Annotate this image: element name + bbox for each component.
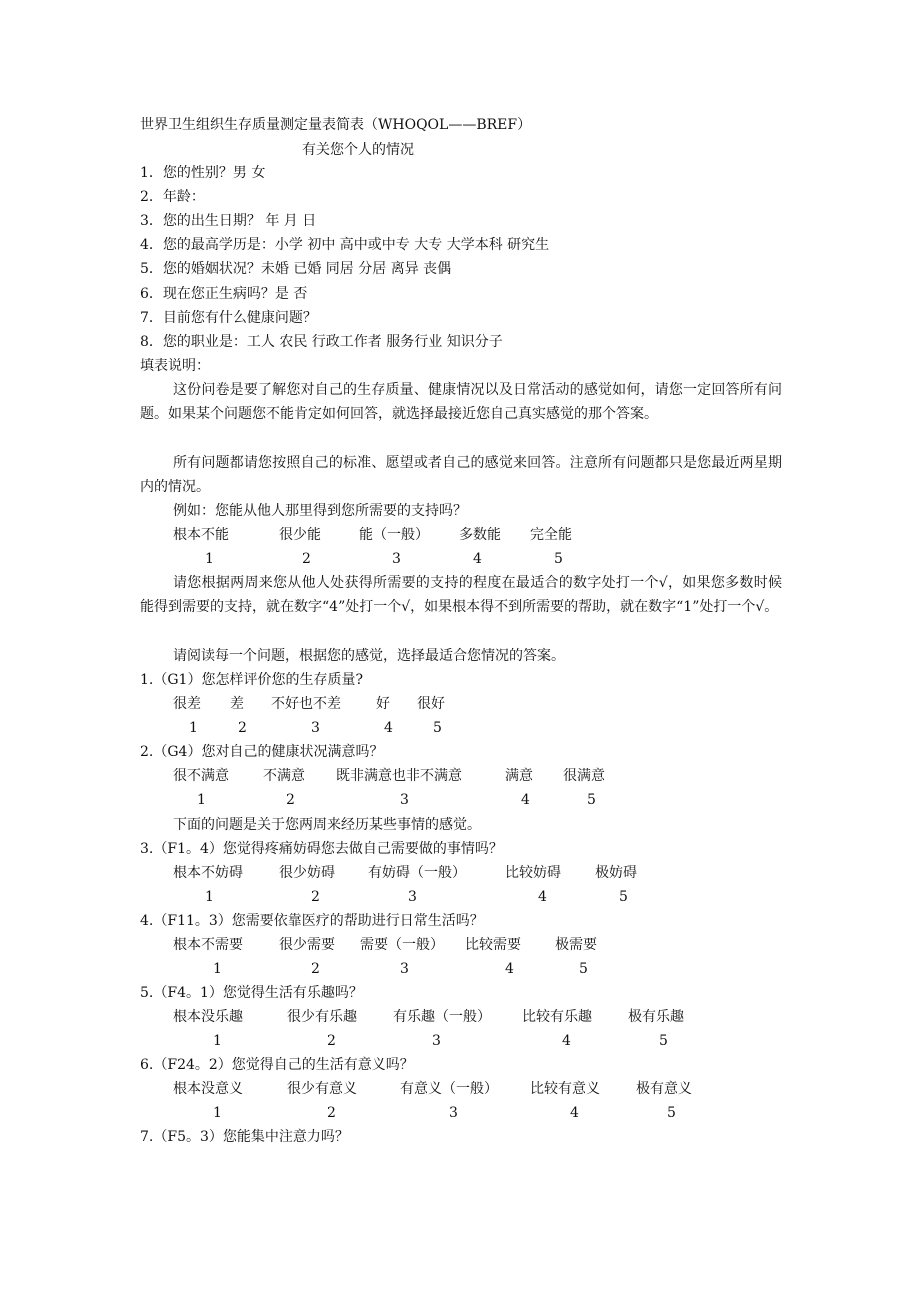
personal-item: 4．您的最高学历是：小学 初中 高中或中专 大专 大学本科 研究生 — [140, 237, 550, 253]
rating-number[interactable]: 3 — [408, 889, 417, 905]
section-subtitle: 有关您个人的情况 — [302, 142, 414, 158]
rating-number: 1 — [205, 551, 214, 567]
question-text: 1.（G1）您怎样评价您的生存质量? — [140, 672, 363, 688]
option-label: 极妨碍 — [595, 865, 637, 881]
option-label: 极有乐趣 — [628, 1009, 684, 1025]
option-label: 好 — [376, 696, 390, 712]
option-label: 比较有乐趣 — [522, 1009, 592, 1025]
option-label: 很少能 — [279, 527, 321, 543]
option-label: 根本不妨碍 — [173, 865, 243, 881]
rating-number[interactable]: 3 — [400, 792, 409, 808]
rating-number[interactable]: 4 — [521, 792, 530, 808]
rating-number[interactable]: 5 — [659, 1033, 668, 1049]
rating-number[interactable]: 4 — [538, 889, 547, 905]
rating-number[interactable]: 1 — [213, 961, 222, 977]
option-label: 多数能 — [459, 527, 501, 543]
rating-number[interactable]: 5 — [579, 961, 588, 977]
personal-item: 3．您的出生日期？ 年 月 日 — [140, 213, 317, 229]
read-note: 请阅读每一个问题，根据您的感觉，选择最适合您情况的答案。 — [173, 648, 565, 664]
rating-number[interactable]: 5 — [667, 1105, 676, 1121]
rating-number[interactable]: 2 — [311, 889, 320, 905]
question-text: 3.（F1。4）您觉得疼痛妨碍您去做自己需要做的事情吗？ — [140, 841, 503, 857]
option-label: 极需要 — [555, 937, 597, 953]
rating-number[interactable]: 5 — [619, 889, 628, 905]
rating-number[interactable]: 2 — [327, 1033, 336, 1049]
option-label: 需要（一般） — [360, 937, 444, 953]
option-label: 有乐趣（一般） — [393, 1009, 491, 1025]
rating-number[interactable]: 4 — [570, 1105, 579, 1121]
option-label: 既非满意也非不满意 — [336, 768, 462, 784]
rating-number[interactable]: 1 — [213, 1105, 222, 1121]
personal-item: 5．您的婚姻状况？未婚 已婚 同居 分居 离异 丧偶 — [140, 261, 452, 277]
section-note: 下面的问题是关于您两周来经历某些事情的感觉。 — [173, 817, 481, 833]
rating-number[interactable]: 5 — [587, 792, 596, 808]
rating-number: 2 — [302, 551, 311, 567]
rating-number: 5 — [554, 551, 563, 567]
option-label: 很少妨碍 — [279, 865, 335, 881]
option-label: 比较妨碍 — [505, 865, 561, 881]
rating-number[interactable]: 1 — [189, 720, 198, 736]
rating-number[interactable]: 3 — [432, 1033, 441, 1049]
option-label: 很满意 — [563, 768, 605, 784]
option-label: 有意义（一般） — [400, 1081, 498, 1097]
question-text: 4.（F11。3）您需要依靠医疗的帮助进行日常生活吗？ — [140, 913, 484, 929]
option-label: 根本没意义 — [173, 1081, 243, 1097]
rating-number[interactable]: 4 — [562, 1033, 571, 1049]
personal-item: 1．您的性别？男 女 — [140, 165, 266, 181]
personal-item: 6．现在您正生病吗？是 否 — [140, 286, 308, 302]
rating-number[interactable]: 3 — [311, 720, 320, 736]
rating-number[interactable]: 1 — [197, 792, 206, 808]
rating-number[interactable]: 3 — [400, 961, 409, 977]
question-text: 5.（F4。1）您觉得生活有乐趣吗？ — [140, 985, 363, 1001]
question-text: 7.（F5。3）您能集中注意力吗？ — [140, 1129, 349, 1145]
option-label: 根本不需要 — [173, 937, 243, 953]
rating-number[interactable]: 2 — [311, 961, 320, 977]
option-label: 有妨碍（一般） — [368, 865, 466, 881]
rating-number: 4 — [473, 551, 482, 567]
option-label: 很少有乐趣 — [287, 1009, 357, 1025]
rating-number[interactable]: 2 — [286, 792, 295, 808]
option-label: 很好 — [417, 696, 445, 712]
rating-number[interactable]: 4 — [384, 720, 393, 736]
question-text: 2.（G4）您对自己的健康状况满意吗？ — [140, 744, 384, 760]
rating-number[interactable]: 1 — [205, 889, 214, 905]
option-label: 很少需要 — [279, 937, 335, 953]
rating-number[interactable]: 3 — [449, 1105, 458, 1121]
option-label: 很不满意 — [173, 768, 229, 784]
example-explanation: 请您根据两周来您从他人处获得所需要的支持的程度在最适合的数字处打一个√，如果您多数时候能得到需要的支持，就在数字“4”处打一个√，如果根本得不到所需要的帮助，就在数字“1”处打一个√。 — [140, 575, 782, 615]
option-label: 根本不能 — [173, 527, 229, 543]
example-question: 例如：您能从他人那里得到您所需要的支持吗？ — [173, 503, 467, 519]
option-label: 不好也不差 — [271, 696, 341, 712]
option-label: 比较有意义 — [530, 1081, 600, 1097]
personal-item: 8．您的职业是：工人 农民 行政工作者 服务行业 知识分子 — [140, 334, 503, 350]
option-label: 极有意义 — [636, 1081, 692, 1097]
instructions-heading: 填表说明： — [140, 358, 210, 374]
rating-number[interactable]: 1 — [213, 1033, 222, 1049]
rating-number[interactable]: 2 — [238, 720, 247, 736]
question-text: 6.（F24。2）您觉得自己的生活有意义吗？ — [140, 1057, 414, 1073]
personal-item: 2．年龄： — [140, 189, 205, 205]
option-label: 完全能 — [530, 527, 572, 543]
rating-number[interactable]: 2 — [327, 1105, 336, 1121]
instruction-paragraph: 这份问卷是要了解您对自己的生存质量、健康情况以及日常活动的感觉如何，请您一定回答所有问题。如果某个问题您不能肯定如何回答，就选择最接近您自己真实感觉的那个答案。 — [140, 382, 782, 422]
rating-number[interactable]: 5 — [433, 720, 442, 736]
option-label: 满意 — [505, 768, 533, 784]
option-label: 差 — [230, 696, 244, 712]
option-label: 根本没乐趣 — [173, 1009, 243, 1025]
rating-number: 3 — [392, 551, 401, 567]
option-label: 很差 — [173, 696, 201, 712]
option-label: 比较需要 — [465, 937, 521, 953]
personal-item: 7．目前您有什么健康问题？ — [140, 310, 317, 326]
option-label: 能（一般） — [359, 527, 429, 543]
option-label: 很少有意义 — [287, 1081, 357, 1097]
document-title: 世界卫生组织生存质量测定量表简表（WHOQOL——BREF） — [140, 117, 532, 133]
rating-number[interactable]: 4 — [505, 961, 514, 977]
option-label: 不满意 — [263, 768, 305, 784]
instruction-paragraph: 所有问题都请您按照自己的标准、愿望或者自己的感觉来回答。注意所有问题都只是您最近两星期内的情况。 — [140, 455, 782, 495]
